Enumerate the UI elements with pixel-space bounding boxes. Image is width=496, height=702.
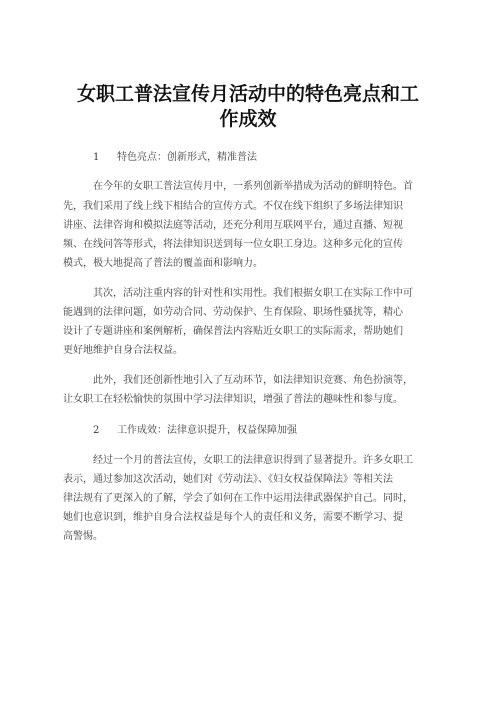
paragraph-line: 模式，极大地提高了普法的覆盖面和影响力。 — [63, 258, 263, 269]
section-2-heading-text: 工作成效：法律意识提升，权益保障加强 — [117, 425, 297, 436]
paragraph-line: 在今年的女职工普法宣传月中，一系列创新举措成为活动的鲜明特色。首 — [93, 181, 413, 192]
paragraph-line: 她们也意识到，维护自身合法权益是每个人的责任和义务，需要不断学习、提 — [63, 512, 403, 523]
paragraph-line: 设计了专题讲座和案例解析，确保普法内容贴近女职工的实际需求，帮助她们 — [63, 326, 403, 337]
paragraph-line: 先，我们采用了线上线下相结合的宣传方式。不仅在线下组织了多场法律知识 — [63, 201, 403, 212]
paragraph-line: 表示，通过参加这次活动，她们对《劳动法》、《妇女权益保障法》等相关法 — [63, 474, 393, 485]
section-1-heading — [93, 151, 257, 164]
section-2-heading — [93, 424, 297, 437]
paragraph-line: 经过一个月的普法宣传，女职工的法律意识得到了显著提升。许多女职工 — [93, 455, 413, 466]
document-title-line-1: 女职工普法宣传月活动中的特色亮点和工 — [76, 83, 419, 105]
paragraph-line: 频、在线问答等形式，将法律知识送到每一位女职工身边。这种多元化的宣传 — [63, 239, 403, 250]
section-2-number: 2 — [93, 425, 100, 436]
paragraph-line: 此外，我们还创新性地引入了互动环节，如法律知识竞赛、角色扮演等， — [93, 375, 413, 386]
paragraph-line: 更好地维护自身合法权益。 — [63, 345, 183, 356]
paragraph-line: 高警惕。 — [63, 531, 103, 542]
paragraph-line: 让女职工在轻松愉快的氛围中学习法律知识，增强了普法的趣味性和参与度。 — [63, 394, 403, 405]
paragraph-line: 能遇到的法律问题，如劳动合同、劳动保护、生育保险、职场性骚扰等，精心 — [63, 307, 403, 318]
paragraph-line: 律法规有了更深入的了解，学会了如何在工作中运用法律武器保护自己。同时， — [63, 493, 413, 504]
document-title-line-2: 作成效 — [219, 108, 277, 130]
section-1-heading-text: 特色亮点：创新形式，精准普法 — [117, 152, 257, 163]
paragraph-line: 其次，活动注重内容的针对性和实用性。我们根据女职工在实际工作中可 — [93, 288, 413, 299]
section-1-number: 1 — [93, 152, 100, 163]
paragraph-line: 讲座、法律咨询和模拟法庭等活动，还充分利用互联网平台，通过直播、短视 — [63, 220, 403, 231]
